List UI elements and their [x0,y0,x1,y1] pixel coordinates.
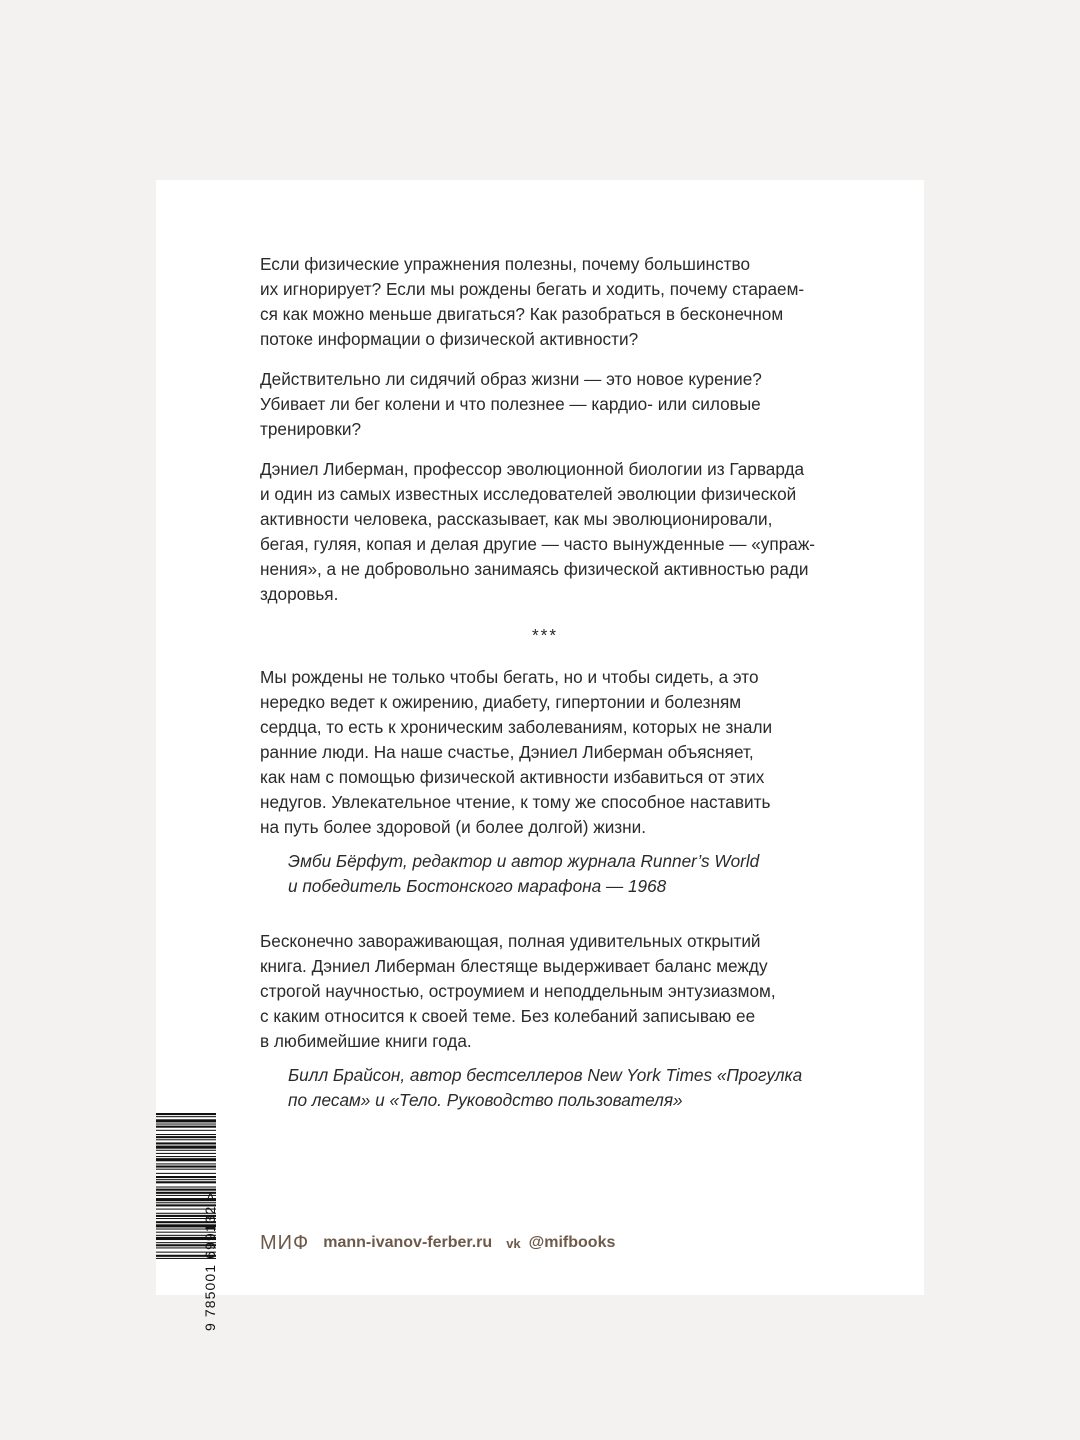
text-line: недугов. Увлекательное чтение, к тому же способное наставить [260,792,771,812]
text-line: нередко ведет к ожирению, диабету, гипертонии и болезням [260,692,742,712]
description-paragraph-2 [260,367,830,442]
review-quote-1 [260,665,830,840]
text-line: строгой научностью, остроумием и неподдельным энтузиазмом, [260,981,776,1001]
text-line: как нам с помощью физической активности избавиться от этих [260,767,765,787]
barcode-bar [156,1136,216,1138]
barcode-bar [156,1163,216,1164]
publisher-website: mann-ivanov-ferber.ru [323,1234,493,1251]
text-line: Дэниел Либерман, профессор эволюционной биологии из Гарварда [260,459,805,479]
barcode-bar [156,1181,216,1183]
barcode-bar [156,1158,216,1161]
barcode-bar [156,1130,216,1131]
text-line: нения», а не добровольно занимаясь физической активностью ради [260,559,809,579]
barcode-bar [156,1156,216,1157]
review-attribution-1 [288,849,830,899]
barcode-bar [156,1179,216,1180]
barcode-bar [156,1146,216,1149]
text-line: тренировки? [260,419,362,439]
text-line: сердца, то есть к хроническим заболеваниям, которых не знали [260,717,773,737]
text-line: Действительно ли сидячий образ жизни — это новое курение? [260,369,762,389]
text-line: их игнорирует? Если мы рождены бегать и ходить, почему стараем- [260,279,805,299]
book-back-cover [156,180,924,1331]
text-line: в любимейшие книги года. [260,1031,472,1051]
isbn-number: 9 785001 699132 > [202,1191,218,1331]
text-line: книга. Дэниел Либерман блестяще выдерживает баланс между [260,956,768,976]
barcode-bar [156,1126,216,1128]
barcode-bar [156,1139,216,1140]
description-paragraph-3 [260,457,830,607]
review-attribution-2 [288,1063,830,1113]
text-line: на путь более здоровой (и более долгой) жизни. [260,817,647,837]
barcode-bar [156,1169,216,1170]
text-line: Убивает ли бег колени и что полезнее — кардио- или силовые [260,394,761,414]
barcode-bar [156,1113,216,1115]
barcode-bar [156,1150,216,1151]
text-line: с каким относится к своей теме. Без колебаний записываю ее [260,1006,756,1026]
barcode-bar [156,1166,216,1168]
publisher-footer [260,1230,615,1256]
barcode-bar [156,1153,216,1154]
vk-icon: vk [506,1235,521,1251]
barcode-bar [156,1134,216,1135]
barcode-bar [156,1176,216,1178]
text-line: бегая, гуляя, копая и делая другие — часто вынужденные — «упраж- [260,534,816,554]
text-line: и один из самых известных исследователей эволюции физической [260,484,797,504]
text-line: Мы рождены не только чтобы бегать, но и чтобы сидеть, а это [260,667,759,687]
attribution-line: Билл Брайсон, автор бестселлеров New York Times «Прогулка [288,1065,803,1085]
barcode-bar [156,1142,216,1144]
text-line: здоровья. [260,584,339,604]
barcode-bar [156,1173,216,1174]
text-line: активности человека, рассказывает, как мы эволюционировали, [260,509,773,529]
section-separator: *** [531,625,559,645]
publisher-logo: МИФ [260,1231,310,1254]
text-line: ранние люди. На наше счастье, Дэниел Либерман объясняет, [260,742,754,762]
barcode-bar [156,1119,216,1122]
social-handle: @mifbooks [528,1234,616,1251]
cover-text [260,252,830,1143]
attribution-line: по лесам» и «Тело. Руководство пользователя» [288,1090,683,1110]
description-paragraph-1 [260,252,830,352]
text-line: Если физические упражнения полезны, почему большинство [260,254,751,274]
text-line: потоке информации о физической активности? [260,329,639,349]
attribution-line: и победитель Бостонского марафона — 1968 [288,876,667,896]
attribution-line: Эмби Бёрфут, редактор и автор журнала Runner’s World [288,851,760,871]
text-line: ся как можно меньше двигаться? Как разобраться в бесконечном [260,304,784,324]
isbn-barcode [156,1113,234,1259]
review-quote-2 [260,929,830,1054]
text-line: Бесконечно завораживающая, полная удивительных открытий [260,931,761,951]
barcode-bar [156,1124,216,1125]
barcode-bar [156,1116,216,1117]
